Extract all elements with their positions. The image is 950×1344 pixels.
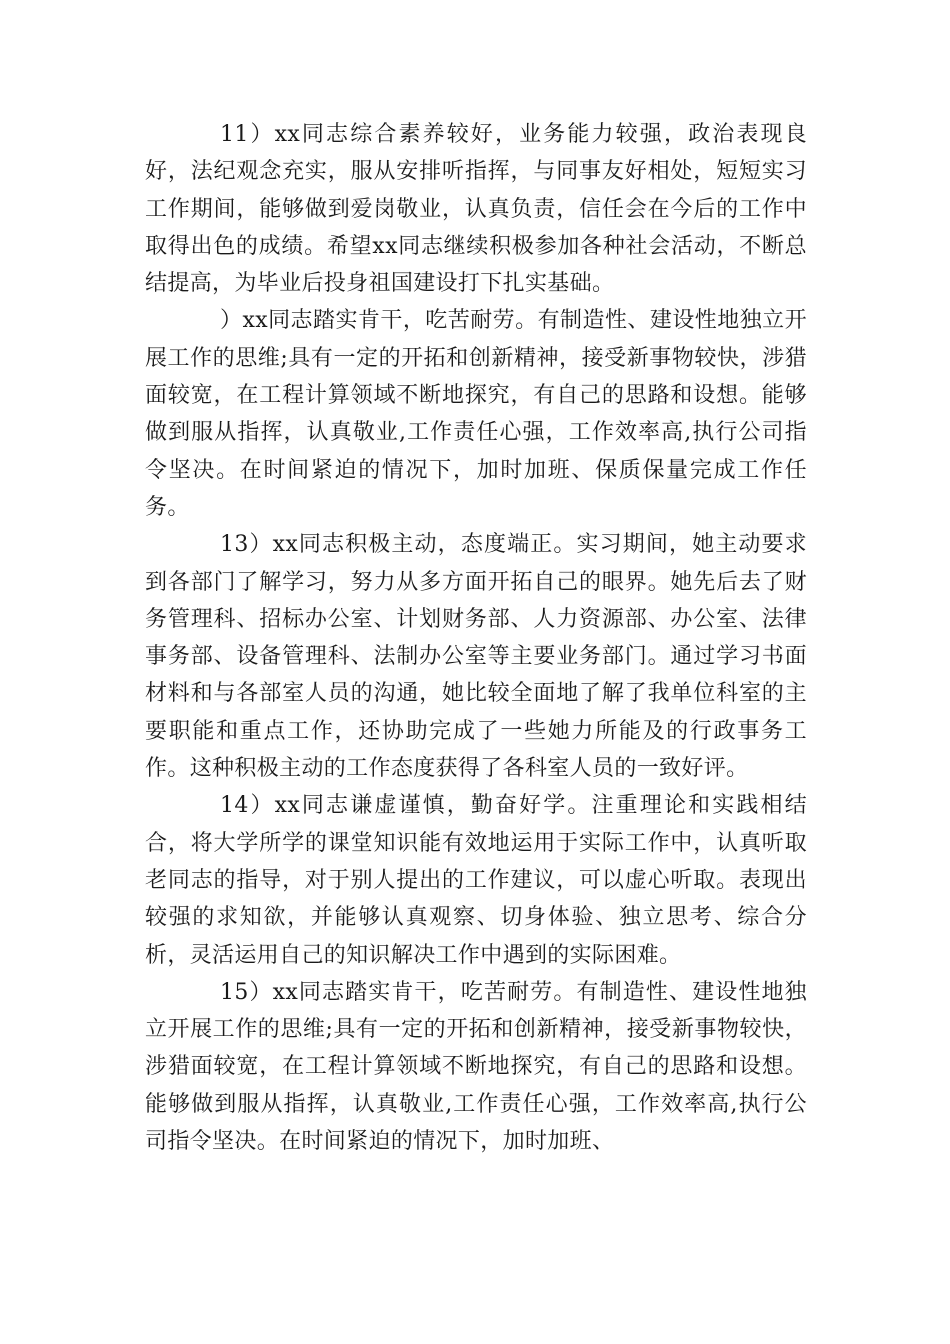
paragraph-13: 13）xx同志积极主动，态度端正。实习期间，她主动要求到各部门了解学习，努力从多方面开拓自己的眼界。她先后去了财务管理科、招标办公室、计划财务部、人力资源部、办公室、法律事务部、设备管理科、法制办公室等主要业务部门。通过学习书面材料和与各部室人员的沟通，她比较全面地了解了我单位科室的主要职能和重点工作，还协助完成了一些她力所能及的行政事务工作。这种积极主动的工作态度获得了各科室人员的一致好评。 [145, 532, 807, 782]
paragraph-15: 15）xx同志踏实肯干，吃苦耐劳。有制造性、建设性地独立开展工作的思维;具有一定的开拓和创新精神，接受新事物较快，涉猎面较宽，在工程计算领域不断地探究，有自己的思路和设想。能够做到服从指挥，认真敬业,工作责任心强，工作效率高,执行公司指令坚决。在时间紧迫的情况下，加时加班、 [145, 979, 807, 1155]
paragraph-12: ）xx同志踏实肯干，吃苦耐劳。有制造性、建设性地独立开展工作的思维;具有一定的开拓和创新精神，接受新事物较快，涉猎面较宽，在工程计算领域不断地探究，有自己的思路和设想。能够做到服从指挥，认真敬业,工作责任心强，工作效率高,执行公司指令坚决。在时间紧迫的情况下，加时加班、保质保量完成工作任务。 [145, 308, 807, 520]
document-body [145, 116, 807, 1160]
paragraph-14: 14）xx同志谦虚谨慎，勤奋好学。注重理论和实践相结合，将大学所学的课堂知识能有效地运用于实际工作中，认真听取老同志的指导，对于别人提出的工作建议，可以虚心听取。表现出较强的求知欲，并能够认真观察、切身体验、独立思考、综合分析，灵活运用自己的知识解决工作中遇到的实际困难。 [145, 793, 807, 968]
paragraph-11: 11）xx同志综合素养较好，业务能力较强，政治表现良好，法纪观念充实，服从安排听指挥，与同事友好相处，短短实习工作期间，能够做到爱岗敬业，认真负责，信任会在今后的工作中取得出色的成绩。希望xx同志继续积极参加各种社会活动，不断总结提高，为毕业后投身祖国建设打下扎实基础。 [145, 122, 807, 297]
